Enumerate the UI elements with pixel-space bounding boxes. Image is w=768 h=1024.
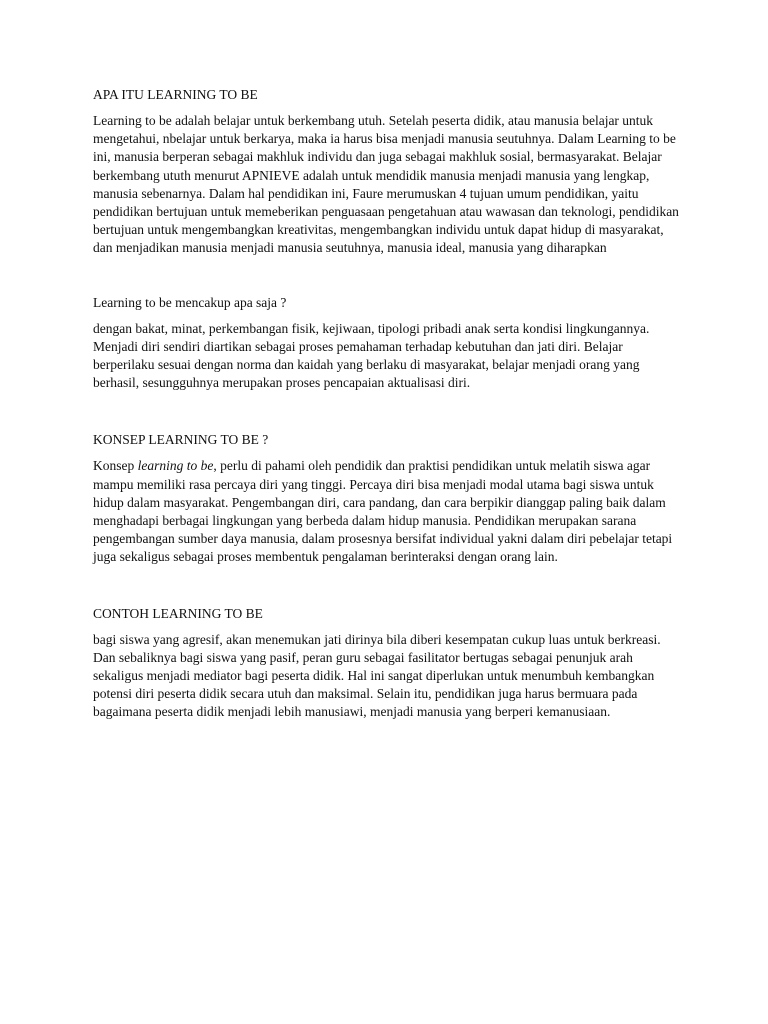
section-body bbox=[93, 457, 685, 566]
section-mencakup bbox=[93, 294, 685, 393]
section-contoh bbox=[93, 605, 685, 722]
section-body: Learning to be adalah belajar untuk berkembang utuh. Setelah peserta didik, atau manusia belajar untuk mengetahui, nbelajar untuk berkarya, maka ia harus bisa menjadi manusia seutuhnya. Dalam Learning to be ini, manusia berperan sebagai makhluk individu dan juga sebagai makhluk sosial, bermasyarakat. Belajar berkembang ututh menurut APNIEVE adalah untuk mendidik manusia menjadi manusia yang lengkap, manusia sebenarnya. Dalam hal pendidikan ini, Faure merumuskan 4 tujuan umum pendidikan, yaitu pendidikan bertujuan untuk memeberikan penguasaan pengetahuan atau wawasan dan teknologi, pendidikan bertujuan untuk mengembangkan kreativitas, mengembangkan individu untuk dapat hidup di masyarakat, dan menjadikan manusia menjadi manusia seutuhnya, manusia ideal, manusia yang diharapkan bbox=[93, 113, 679, 256]
section-apa-itu bbox=[93, 86, 685, 258]
section-konsep bbox=[93, 431, 685, 566]
body-italic-term: learning to be bbox=[137, 458, 214, 474]
spacer bbox=[93, 392, 685, 431]
document-page bbox=[93, 86, 685, 722]
spacer bbox=[93, 567, 685, 605]
section-body: dengan bakat, minat, perkembangan fisik, kejiwaan, tipologi pribadi anak serta kondisi lingkungannya. Menjadi diri sendiri diartikan sebagai proses pemahaman terhadap kebutuhan dan jati diri. Belajar berperilaku sesuai dengan norma dan kaidah yang berlaku di masyarakat, belajar menjadi orang yang berhasil, sesungguhnya merupakan proses pencapaian aktualisasi diri. bbox=[93, 320, 650, 391]
body-suffix: , perlu di pahami oleh pendidik dan praktisi pendidikan untuk melatih siswa agar mampu memiliki rasa percaya diri yang tinggi. Percaya diri bisa menjadi modal utama bagi siswa untuk hidup dalam masyarakat. Pengembangan diri, cara pandang, dan cara berpikir dianggap paling baik dalam menghadapi berbagai lingkungan yang berbeda dalam hidup manusia. Pendidikan merupakan sarana pengembangan sumber daya manusia, dalam prosesnya bersifat individual yakni dalam diri pebelajar tetapi juga sekaligus sebagai proses membentuk pengalaman berinteraksi dengan orang lain. bbox=[93, 458, 673, 565]
section-body: bagi siswa yang agresif, akan menemukan jati dirinya bila diberi kesempatan cukup luas untuk berkreasi. Dan sebaliknya bagi siswa yang pasif, peran guru sebagai fasilitator bertugas sebagai penunjuk arah sekaligus menjadi mediator bagi peserta didik. Hal ini sangat diperlukan untuk menumbuh kembangkan potensi diri peserta didik secara utuh dan maksimal. Selain itu, pendidikan juga harus bermuara pada bagaimana peserta didik menjadi lebih manusiawi, menjadi manusia yang berperi kemanusiaan. bbox=[93, 631, 661, 720]
spacer bbox=[93, 258, 685, 294]
section-heading: APA ITU LEARNING TO BE bbox=[93, 87, 258, 102]
section-heading: CONTOH LEARNING TO BE bbox=[93, 605, 263, 621]
body-prefix: Konsep bbox=[93, 458, 138, 474]
section-heading: Learning to be mencakup apa saja ? bbox=[93, 294, 287, 310]
section-heading: KONSEP LEARNING TO BE ? bbox=[93, 432, 269, 448]
